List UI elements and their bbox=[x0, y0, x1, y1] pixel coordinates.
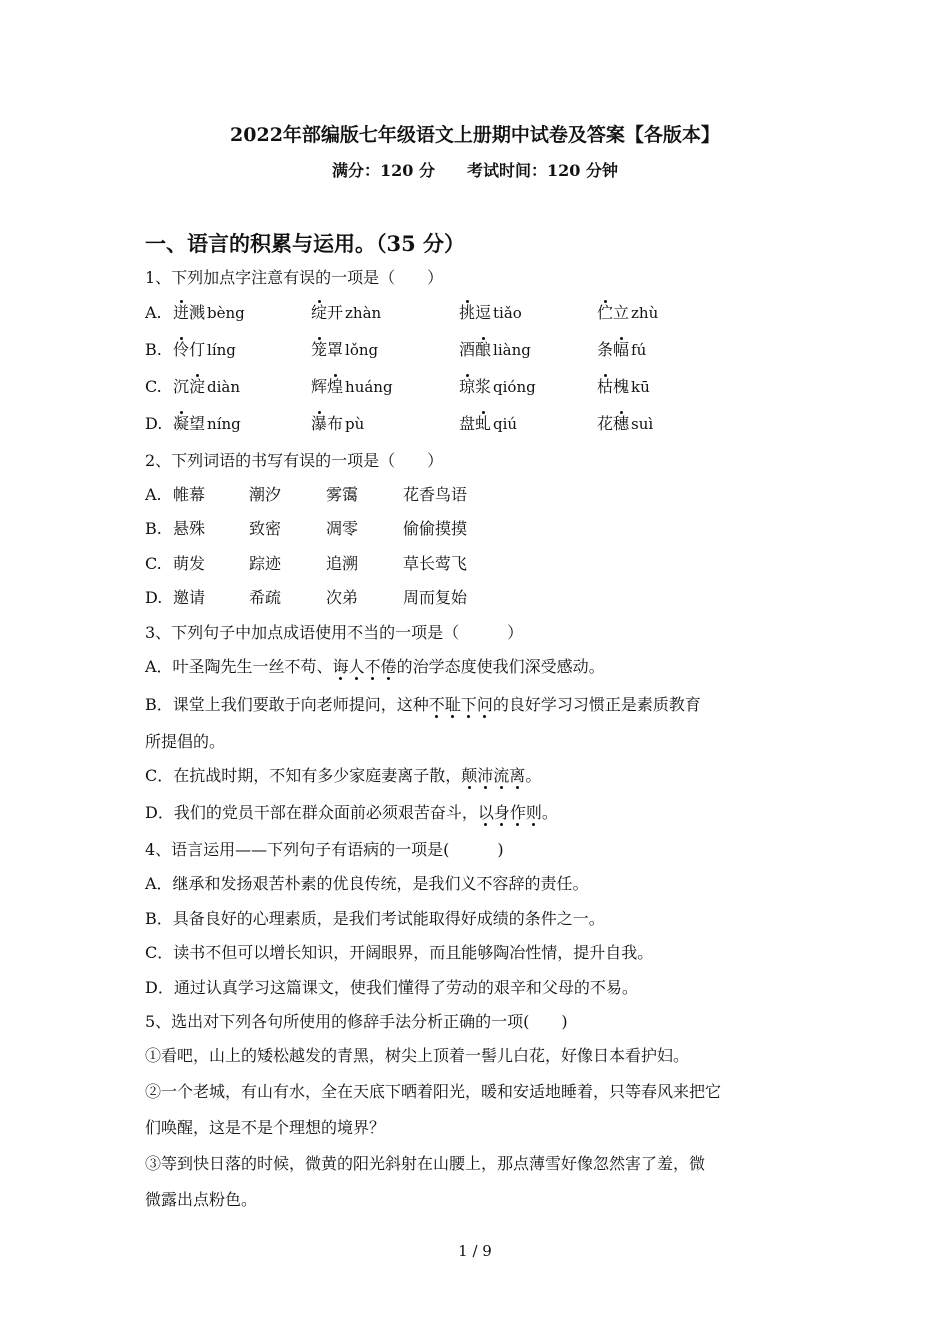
q5-sentence-2: ②一个老城，有山有水，全在天底下晒着阳光，暖和安适地睡着，只等春风来把它 bbox=[145, 1082, 722, 1101]
page-title: 2022年部编版七年级语文上册期中试卷及答案【各版本】 bbox=[230, 124, 720, 146]
q1-pinyin: fú bbox=[631, 341, 647, 359]
q1-word: 酒酿 liàng bbox=[459, 340, 531, 359]
q1-pinyin: liàng bbox=[493, 341, 531, 359]
q2-word: 次弟 bbox=[326, 588, 359, 607]
q2-word: 草长莺飞 bbox=[403, 554, 468, 573]
q3-d-dotted: 以身作则 bbox=[477, 803, 542, 822]
q4-option-c: C．读书不但可以增长知识，开阔眼界，而且能够陶冶性情，提升自我。 bbox=[145, 943, 654, 962]
q1-dotted-char: 挑 bbox=[459, 303, 476, 322]
q3-option-d: D．我们的党员干部在群众面前必须艰苦奋斗，以身作则。 bbox=[145, 803, 558, 822]
q1-word: 辉煌 huáng bbox=[311, 377, 393, 396]
q1-word: 盘虬 qiú bbox=[459, 414, 518, 433]
q1-pinyin: qióng bbox=[493, 378, 536, 396]
q1-dotted-char: 凝 bbox=[173, 414, 190, 433]
q1-word: 凝望 níng bbox=[173, 414, 241, 433]
q1-word: 挑逗 tiǎo bbox=[459, 303, 522, 322]
q1-dotted-char: 虬 bbox=[475, 414, 492, 433]
q2-word: 帷幕 bbox=[173, 485, 206, 504]
q1-option-label: B. bbox=[145, 340, 162, 359]
q1-dotted-char: 淀 bbox=[189, 377, 206, 396]
q3-c-dotted: 颠沛流离 bbox=[461, 766, 526, 785]
q1-dotted-char: 伫 bbox=[597, 303, 614, 322]
q1-pinyin: zhàn bbox=[345, 304, 382, 322]
q1-word: 条幅 fú bbox=[597, 340, 647, 359]
q1-pinyin: bèng bbox=[207, 304, 245, 322]
q4-option-d: D．通过认真学习这篇课文，使我们懂得了劳动的艰辛和父母的不易。 bbox=[145, 978, 638, 997]
q1-pinyin: níng bbox=[207, 415, 241, 433]
q3-stem: 3、下列句子中加点成语使用不当的一项是（ ） bbox=[145, 623, 524, 642]
q1-dotted-char: 枯 bbox=[597, 377, 614, 396]
exam-info: 满分：120 分 考试时间：120 分钟 bbox=[332, 161, 618, 180]
q1-dotted-char: 迸 bbox=[173, 303, 190, 322]
q3-option-c: C．在抗战时期，不知有多少家庭妻离子散，颠沛流离。 bbox=[145, 766, 542, 785]
q2-word: 花香鸟语 bbox=[403, 485, 468, 504]
q2-option-label: C. bbox=[145, 554, 162, 573]
q1-pinyin: huáng bbox=[345, 378, 393, 396]
q3-b-dotted: 不耻下问 bbox=[428, 695, 493, 714]
q4-stem: 4、语言运用——下列句子有语病的一项是( ) bbox=[145, 840, 504, 859]
q1-option-label: D. bbox=[145, 414, 163, 433]
q1-word: 沉淀 diàn bbox=[173, 377, 241, 396]
q5-sentence-2-cont: 们唤醒，这是不是个理想的境界？ bbox=[145, 1118, 386, 1137]
q1-word: 花穗 suì bbox=[597, 414, 654, 433]
q2-word: 希疏 bbox=[249, 588, 282, 607]
q1-pinyin: qiú bbox=[493, 415, 518, 433]
q5-sentence-3: ③等到快日落的时候，微黄的阳光斜射在山腰上，那点薄雪好像忽然害了羞，微 bbox=[145, 1154, 706, 1173]
q1-stem: 1、下列加点字注意有误的一项是（ ） bbox=[145, 268, 444, 287]
q1-pinyin: tiǎo bbox=[493, 304, 522, 322]
q2-option-label: A. bbox=[145, 485, 162, 504]
q1-word: 伶仃 líng bbox=[173, 340, 236, 359]
q1-pinyin: líng bbox=[207, 341, 236, 359]
q3-option-b-cont: 所提倡的。 bbox=[145, 732, 226, 751]
q2-word: 凋零 bbox=[326, 519, 359, 538]
q4-option-b: B．具备良好的心理素质，是我们考试能取得好成绩的条件之一。 bbox=[145, 909, 605, 928]
section-heading: 一、语言的积累与运用。（35 分） bbox=[145, 231, 466, 256]
q2-word: 雾霭 bbox=[326, 485, 359, 504]
q1-dotted-char: 酿 bbox=[475, 340, 492, 359]
q2-word: 致密 bbox=[249, 519, 282, 538]
q3-a-dotted: 诲人不倦 bbox=[332, 657, 397, 676]
q2-word: 偷偷摸摸 bbox=[403, 519, 468, 538]
q1-word: 枯槐 kū bbox=[597, 377, 650, 396]
q2-word: 萌发 bbox=[173, 554, 206, 573]
q1-option-label: A. bbox=[145, 303, 162, 322]
q1-pinyin: kū bbox=[631, 378, 650, 396]
q5-sentence-3-cont: 微露出点粉色。 bbox=[145, 1190, 258, 1209]
q1-dotted-char: 伶 bbox=[173, 340, 190, 359]
q1-word: 绽开 zhàn bbox=[311, 303, 382, 322]
q1-dotted-char: 穗 bbox=[613, 414, 630, 433]
q1-word: 琼浆 qióng bbox=[459, 377, 536, 396]
q1-pinyin: diàn bbox=[207, 378, 241, 396]
q1-pinyin: lǒng bbox=[345, 341, 379, 359]
q2-option-label: D. bbox=[145, 588, 163, 607]
q1-dotted-char: 绽 bbox=[311, 303, 328, 322]
q1-dotted-char: 琼 bbox=[459, 377, 476, 396]
page-number: 1 / 9 bbox=[458, 1242, 492, 1260]
q3-option-b: B．课堂上我们要敢于向老师提问，这种不耻下问的良好学习习惯正是素质教育 bbox=[145, 695, 701, 714]
q1-pinyin: pù bbox=[345, 415, 365, 433]
q2-stem: 2、下列词语的书写有误的一项是（ ） bbox=[145, 451, 444, 470]
q2-word: 周而复始 bbox=[403, 588, 468, 607]
q1-dotted-char: 幅 bbox=[613, 340, 630, 359]
q2-word: 悬殊 bbox=[173, 519, 206, 538]
q2-word: 邀请 bbox=[173, 588, 206, 607]
q1-dotted-char: 煌 bbox=[327, 377, 344, 396]
q1-word: 迸溅 bèng bbox=[173, 303, 245, 322]
q2-word: 潮汐 bbox=[249, 485, 282, 504]
q2-word: 踪迹 bbox=[249, 554, 282, 573]
q1-word: 伫立 zhù bbox=[597, 303, 659, 322]
q5-sentence-1: ①看吧，山上的矮松越发的青黑，树尖上顶着一髻儿白花，好像日本看护妇。 bbox=[145, 1046, 690, 1065]
q1-option-label: C. bbox=[145, 377, 162, 396]
q1-dotted-char: 笼 bbox=[311, 340, 328, 359]
q1-word: 笼罩 lǒng bbox=[311, 340, 379, 359]
q4-option-a: A．继承和发扬艰苦朴素的优良传统，是我们义不容辞的责任。 bbox=[145, 874, 589, 893]
q2-word: 追溯 bbox=[326, 554, 359, 573]
q1-pinyin: zhù bbox=[631, 304, 659, 322]
q1-word: 瀑布 pù bbox=[311, 414, 365, 433]
q5-stem: 5、选出对下列各句所使用的修辞手法分析正确的一项( ) bbox=[145, 1012, 568, 1031]
q2-option-label: B. bbox=[145, 519, 162, 538]
q3-option-a: A．叶圣陶先生一丝不苟、诲人不倦的治学态度使我们深受感动。 bbox=[145, 657, 605, 676]
q1-pinyin: suì bbox=[631, 415, 654, 433]
q1-dotted-char: 瀑 bbox=[311, 414, 328, 433]
